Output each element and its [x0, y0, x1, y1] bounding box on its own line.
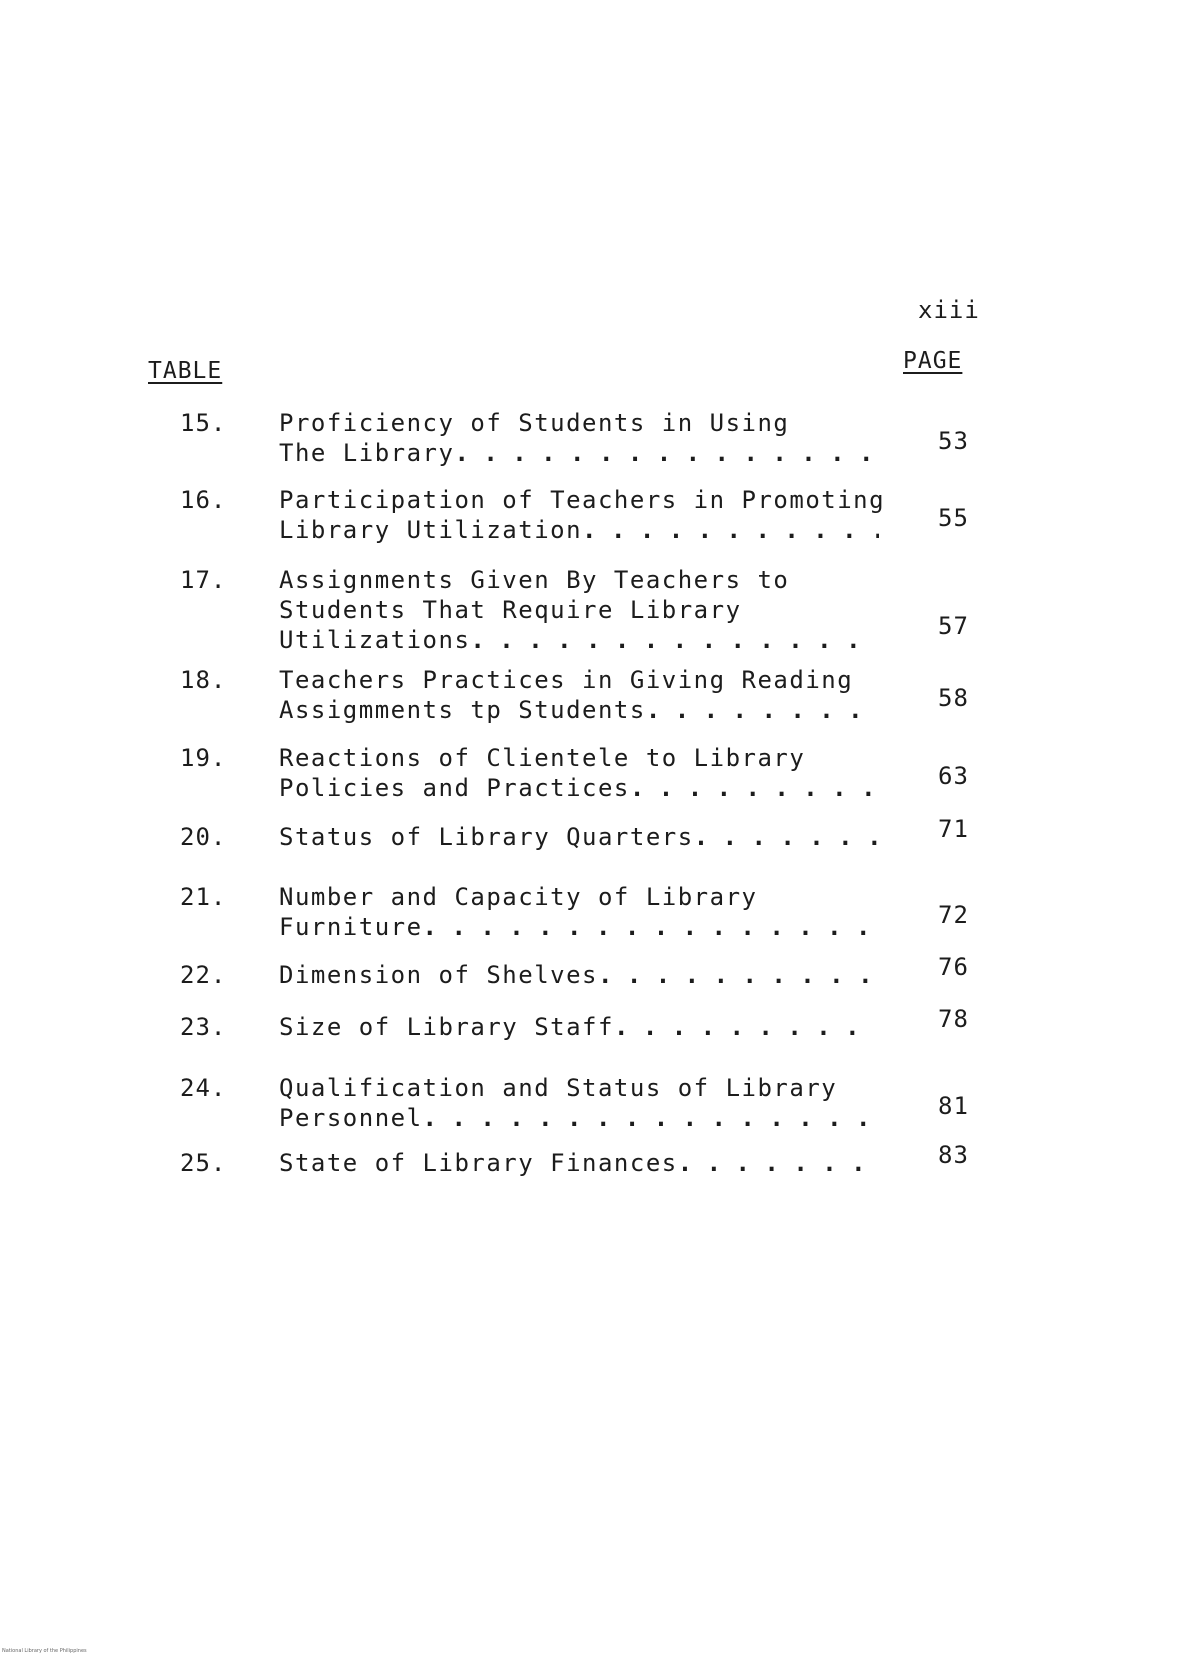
table-entry-number: 18.: [180, 666, 227, 694]
table-entry-number: 23.: [180, 1013, 227, 1041]
table-entry-number: 25.: [180, 1149, 227, 1177]
dot-leader: [678, 1148, 879, 1178]
table-entry-title-text: Furniture: [279, 913, 423, 941]
table-entry-title: [279, 960, 889, 990]
table-entry-title: [279, 822, 889, 852]
table-entry-title-text: Assigmments tp Students: [279, 696, 646, 724]
table-entry-number: 17.: [180, 566, 227, 594]
table-entry-title: [279, 882, 889, 942]
dot-leader: [423, 912, 879, 942]
table-entry-title-line: [279, 438, 879, 468]
table-entry-title-line: [279, 822, 879, 852]
table-entry-title-text: Utilizations: [279, 626, 471, 654]
table-entry-number: 15.: [180, 409, 227, 437]
table-entry-title-line: Participation of Teachers in Promoting: [279, 486, 886, 514]
table-entry-title-text: Status of Library Quarters: [279, 823, 694, 851]
table-entry-page: 63: [938, 762, 969, 790]
table-entry-number: 22.: [180, 961, 227, 989]
table-column-header: TABLE: [148, 358, 223, 384]
table-entry-title: [279, 565, 889, 655]
table-entry-page: 81: [938, 1092, 969, 1120]
table-entry-title: [279, 1148, 889, 1178]
table-entry-number: 21.: [180, 883, 227, 911]
page-number: xiii: [918, 296, 980, 324]
table-entry-page: 57: [938, 612, 969, 640]
dot-leader: [646, 695, 879, 725]
table-entry-title-line: Qualification and Status of Library: [279, 1074, 838, 1102]
table-entry-title: [279, 408, 889, 468]
table-entry-page: 55: [938, 504, 969, 532]
table-entry-number: 16.: [180, 486, 227, 514]
table-entry-title-text: Policies and Practices: [279, 774, 630, 802]
table-entry-title-line: Reactions of Clientele to Library: [279, 744, 806, 772]
table-entry-title-line: Teachers Practices in Giving Reading: [279, 666, 854, 694]
table-entry-title-line: [279, 515, 879, 545]
dot-leader: [582, 515, 879, 545]
dot-leader: [470, 625, 879, 655]
table-entry-page: 71: [938, 815, 969, 843]
table-entry-page: 72: [938, 901, 969, 929]
table-entry-title-text: Library Utilization: [279, 516, 583, 544]
table-entry-title-line: Proficiency of Students in Using: [279, 409, 790, 437]
table-entry-title-line: [279, 1103, 879, 1133]
footer-note: National Library of the Philippines: [2, 1648, 87, 1654]
table-entry-title: [279, 1012, 889, 1042]
table-entry-number: 24.: [180, 1074, 227, 1102]
table-entry-title-line: [279, 1148, 879, 1178]
table-entry-title-line: Assignments Given By Teachers to: [279, 566, 790, 594]
table-entry-title: [279, 665, 889, 725]
dot-leader: [614, 1012, 879, 1042]
table-entry-title-text: State of Library Finances: [279, 1149, 678, 1177]
table-entry-title-line: Students That Require Library: [279, 596, 742, 624]
table-entry-page: 58: [938, 684, 969, 712]
page-column-header: PAGE: [903, 348, 963, 374]
table-entry-title: [279, 1073, 889, 1133]
table-entry-number: 19.: [180, 744, 227, 772]
table-entry-title: [279, 743, 889, 803]
dot-leader: [454, 438, 879, 468]
table-entry-title-line: [279, 912, 879, 942]
table-entry-title-line: [279, 625, 879, 655]
dot-leader: [423, 1103, 879, 1133]
table-entry-title: [279, 485, 889, 545]
table-entry-title-text: The Library: [279, 439, 455, 467]
table-entry-page: 76: [938, 953, 969, 981]
table-entry-page: 78: [938, 1005, 969, 1033]
table-entry-title-text: Size of Library Staff: [279, 1013, 614, 1041]
table-entry-title-line: [279, 695, 879, 725]
table-entry-title-text: Personnel: [279, 1104, 423, 1132]
dot-leader: [694, 822, 879, 852]
table-entry-page: 83: [938, 1141, 969, 1169]
table-entry-title-line: [279, 1012, 879, 1042]
table-entry-title-text: Dimension of Shelves: [279, 961, 598, 989]
dot-leader: [630, 773, 879, 803]
dot-leader: [598, 960, 879, 990]
table-entry-page: 53: [938, 427, 969, 455]
table-entry-number: 20.: [180, 823, 227, 851]
table-entry-title-line: Number and Capacity of Library: [279, 883, 758, 911]
table-entry-title-line: [279, 960, 879, 990]
table-entry-title-line: [279, 773, 879, 803]
